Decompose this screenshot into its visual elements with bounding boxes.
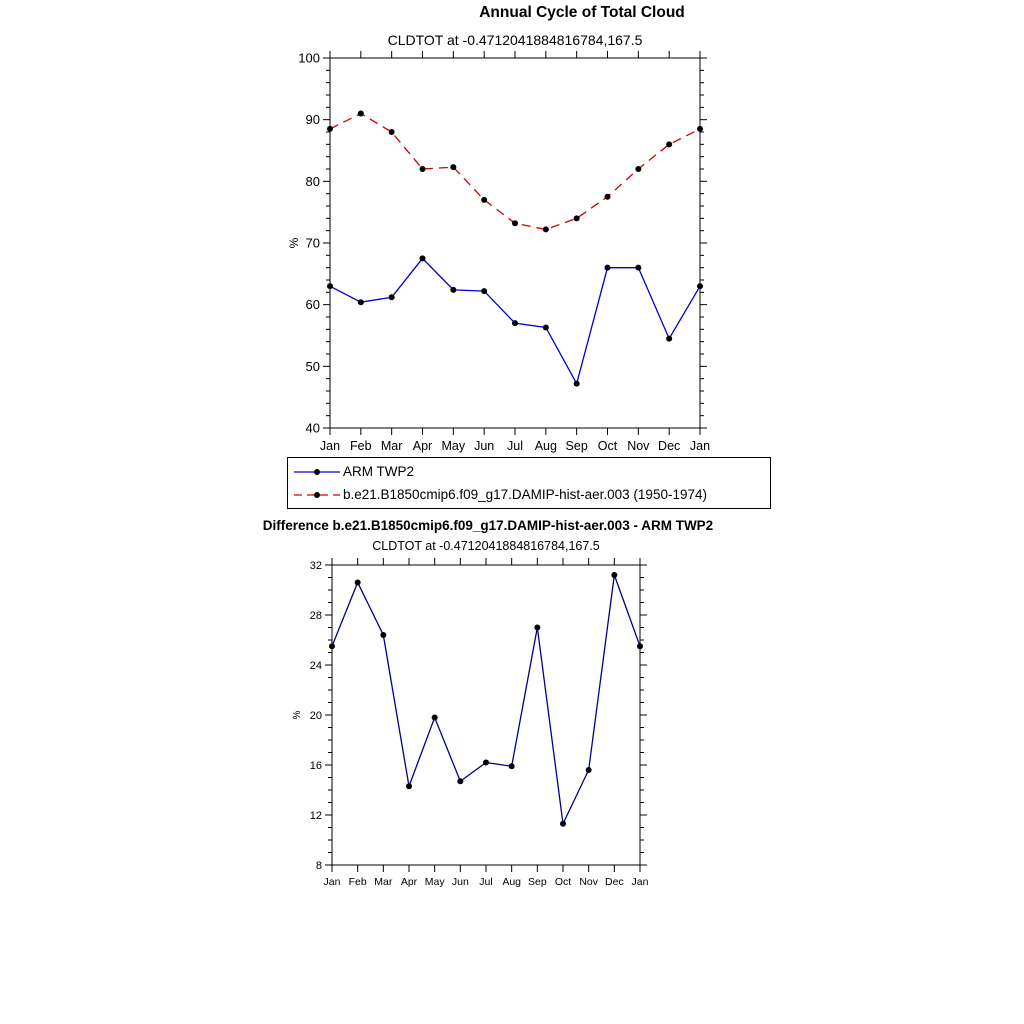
svg-text:70: 70 (305, 235, 320, 251)
svg-text:100: 100 (298, 50, 320, 66)
svg-text:8: 8 (315, 859, 322, 872)
svg-text:Jun: Jun (474, 439, 495, 453)
svg-text:20: 20 (309, 709, 322, 722)
svg-text:Oct: Oct (597, 439, 618, 453)
difference-chart (290, 557, 690, 892)
svg-text:Nov: Nov (627, 439, 650, 453)
svg-text:60: 60 (305, 297, 320, 313)
svg-text:90: 90 (305, 112, 320, 128)
svg-text:Mar: Mar (380, 439, 403, 453)
svg-text:50: 50 (305, 358, 320, 374)
svg-text:32: 32 (309, 559, 322, 572)
svg-text:Jan: Jan (323, 876, 341, 888)
svg-text:16: 16 (309, 759, 322, 772)
legend-item-arm-twp2 (293, 460, 765, 483)
chart1-subtitle: CLDTOT at -0.4712041884816784,167.5 (387, 32, 643, 48)
svg-text:Dec: Dec (604, 876, 624, 888)
svg-text:Apr: Apr (412, 439, 433, 453)
legend-item-model (293, 483, 765, 506)
svg-text:28: 28 (309, 609, 322, 622)
svg-text:May: May (424, 876, 445, 888)
svg-text:40: 40 (305, 420, 320, 436)
svg-text:Apr: Apr (400, 876, 418, 888)
legend (287, 457, 771, 509)
svg-text:Nov: Nov (579, 876, 599, 888)
svg-text:80: 80 (305, 173, 320, 189)
chart2-title: Difference b.e21.B1850cmip6.f09_g17.DAMIP-hist-aer.003 - ARM TWP2 (262, 518, 714, 533)
legend-line-sample-icon (293, 464, 341, 480)
svg-text:24: 24 (309, 659, 322, 672)
legend-label: ARM TWP2 (343, 464, 415, 479)
svg-text:Sep: Sep (527, 876, 547, 888)
svg-text:%: % (292, 710, 303, 720)
svg-text:Feb: Feb (348, 876, 367, 888)
chart2-subtitle: CLDTOT at -0.4712041884816784,167.5 (372, 539, 600, 553)
legend-label: b.e21.B1850cmip6.f09_g17.DAMIP-hist-aer.003 (1950-1974) (343, 487, 707, 502)
svg-text:Sep: Sep (565, 439, 588, 453)
svg-text:Aug: Aug (502, 876, 522, 888)
svg-text:%: % (287, 237, 301, 249)
svg-text:Feb: Feb (350, 439, 372, 453)
svg-text:Aug: Aug (534, 439, 557, 453)
svg-text:Jul: Jul (479, 876, 493, 888)
svg-text:May: May (441, 439, 466, 453)
svg-text:Jan: Jan (319, 439, 341, 453)
svg-text:12: 12 (309, 809, 322, 822)
chart1-title: Annual Cycle of Total Cloud (479, 4, 685, 21)
annual-cycle-chart (280, 50, 750, 455)
svg-text:Mar: Mar (374, 876, 393, 888)
legend-line-sample-icon (293, 487, 341, 503)
svg-text:Jan: Jan (689, 439, 711, 453)
svg-text:Dec: Dec (658, 439, 681, 453)
svg-text:Jan: Jan (631, 876, 649, 888)
svg-text:Jul: Jul (507, 439, 523, 453)
svg-text:Oct: Oct (554, 876, 572, 888)
svg-text:Jun: Jun (451, 876, 469, 888)
